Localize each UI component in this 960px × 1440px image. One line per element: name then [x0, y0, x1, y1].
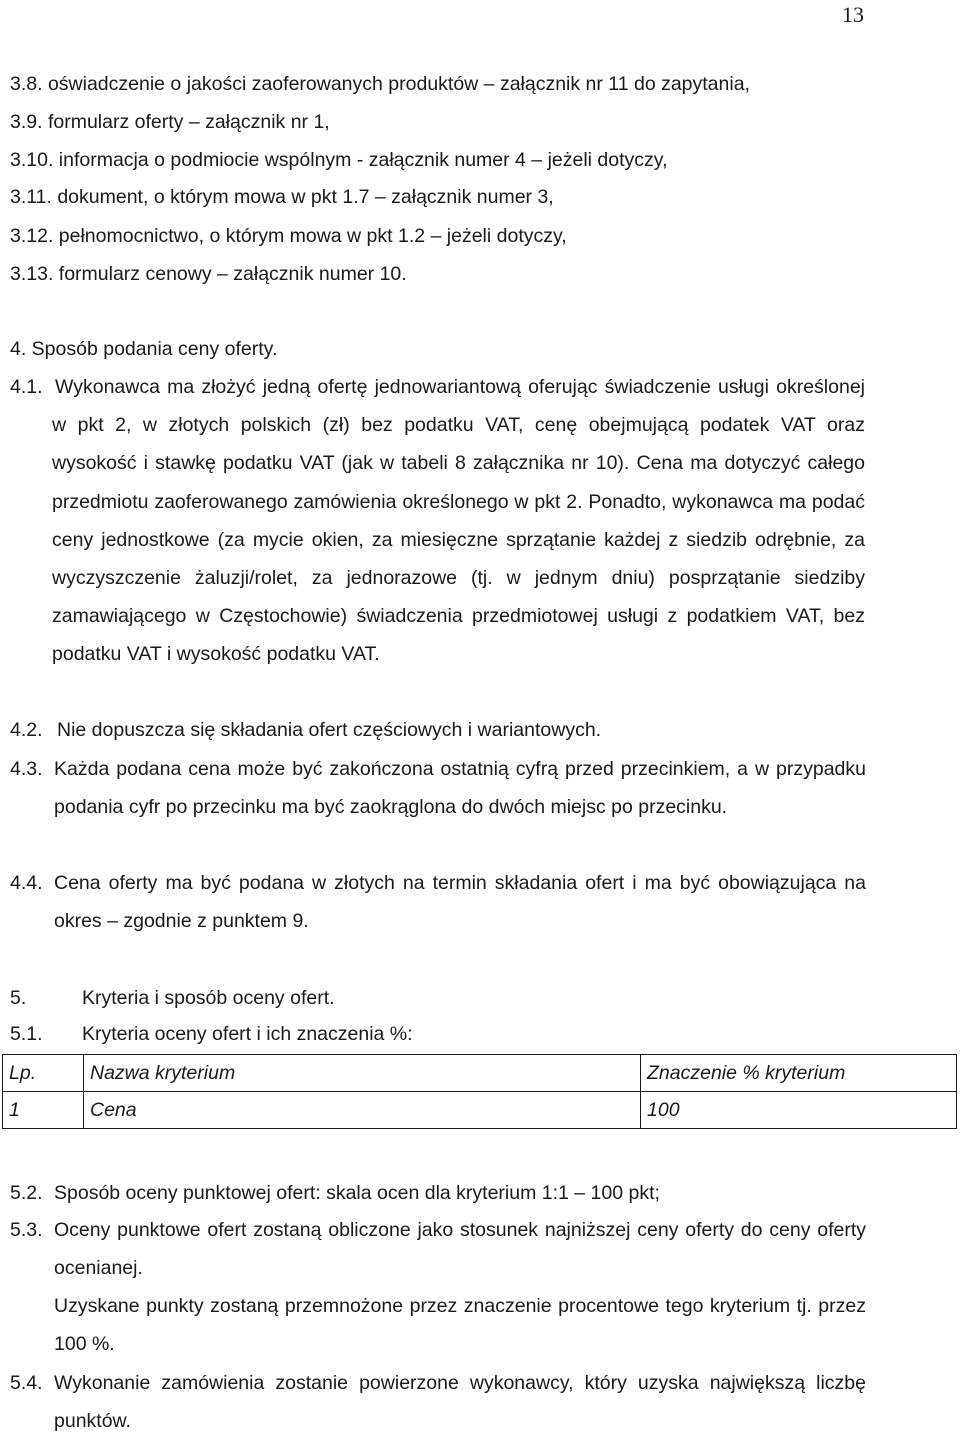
section-heading-5: Kryteria i sposób oceny ofert. [82, 987, 335, 1009]
table-header-cell: Lp. [3, 1055, 84, 1092]
criteria-table [2, 1054, 957, 1129]
table-header-cell: Nazwa kryterium [84, 1055, 641, 1092]
section-heading-4: 4. Sposób podania ceny oferty. [10, 338, 278, 360]
paragraph-number: 4.4. [10, 872, 43, 894]
list-item: 3.12. pełnomocnictwo, o którym mowa w pkt 1.2 – jeżeli dotyczy, [10, 225, 567, 247]
paragraph-4-1: Wykonawca ma złożyć jedną ofertę jednowariantową oferując świadczenie usługi określonej w pkt 2, w złotych polskich (zł) bez podatku VAT, cenę obejmującą podatek VAT oraz wysokość i stawkę podatku VAT (jak w tabeli 8 załącznika nr 10). Cena ma dotyczyć całego przedmiotu zaoferowanego zamówienia określonego w pkt 2. Ponadto, wykonawca ma podać ceny jednostkowe (za mycie okien, za miesięczne sprzątanie każdej z siedzib odrębnie, za wyczyszczenie żaluzji/rolet, za jednorazowe (tj. w jednym dniu) posprzątanie siedziby zamawiającego w Częstochowie) świadczenia przedmiotowej usługi z podatkiem VAT, bez podatku VAT i wysokość podatku VAT. [52, 376, 865, 666]
paragraph-number: 5.2. [10, 1182, 43, 1204]
list-item: 3.9. formularz oferty – załącznik nr 1, [10, 111, 330, 133]
list-item: 3.8. oświadczenie o jakości zaoferowanych produktów – załącznik nr 11 do zapytania, [10, 73, 750, 95]
paragraph-number: 4.2. [10, 719, 43, 741]
table-row [3, 1092, 957, 1129]
table-cell: 100 [641, 1092, 957, 1129]
table-cell: 1 [3, 1092, 84, 1129]
table-header-cell: Znaczenie % kryterium [641, 1055, 957, 1092]
paragraph-number: 5.1. [10, 1023, 43, 1045]
paragraph-number: 4.3. [10, 758, 43, 780]
paragraph-5-3: Oceny punktowe ofert zostaną obliczone jako stosunek najniższej ceny oferty do ceny oferty ocenianej. [54, 1219, 866, 1280]
table-header-row [3, 1055, 957, 1092]
subsection-heading-5-1: Kryteria oceny ofert i ich znaczenia %: [82, 1023, 413, 1045]
paragraph-number: 5.4. [10, 1372, 43, 1394]
section-number-5: 5. [10, 987, 27, 1009]
list-item: 3.13. formularz cenowy – załącznik numer 10. [10, 263, 407, 285]
table-cell: Cena [84, 1092, 641, 1129]
paragraph-4-4: Cena oferty ma być podana w złotych na termin składania ofert i ma być obowiązująca na okres – zgodnie z punktem 9. [54, 872, 866, 933]
paragraph-5-3-continued: Uzyskane punkty zostaną przemnożone przez znaczenie procentowe tego kryterium tj. przez 100 %. [54, 1295, 866, 1356]
page-number: 13 [842, 2, 864, 27]
paragraph-4-2: Nie dopuszcza się składania ofert częściowych i wariantowych. [57, 719, 602, 741]
paragraph-number: 5.3. [10, 1219, 43, 1241]
list-item: 3.11. dokument, o którym mowa w pkt 1.7 – załącznik numer 3, [10, 186, 554, 208]
paragraph-number: 4.1. [10, 376, 43, 398]
paragraph-4-3: Każda podana cena może być zakończona ostatnią cyfrą przed przecinkiem, a w przypadku podania cyfr po przecinku ma być zaokrąglona do dwóch miejsc po przecinku. [54, 758, 866, 819]
list-item: 3.10. informacja o podmiocie wspólnym - załącznik numer 4 – jeżeli dotyczy, [10, 149, 668, 171]
paragraph-5-4: Wykonanie zamówienia zostanie powierzone wykonawcy, który uzyska największą liczbę punktów. [54, 1372, 866, 1433]
paragraph-5-2: Sposób oceny punktowej ofert: skala ocen dla kryterium 1:1 – 100 pkt; [54, 1182, 660, 1204]
